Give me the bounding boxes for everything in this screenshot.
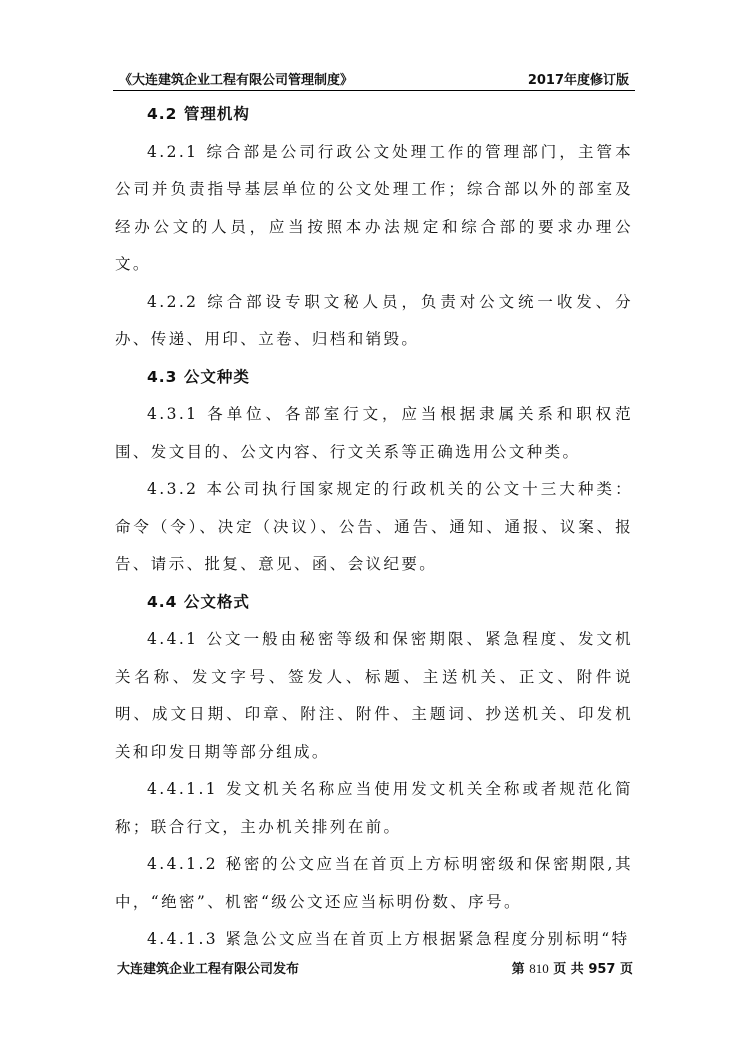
page-prefix: 第 [511, 962, 525, 977]
paragraph: 4.3.2 本公司执行国家规定的行政机关的公文十三大种类：命令（令）、决定（决议）、公告、通告、通知、通报、议案、报告、请示、批复、意见、函、会议纪要。 [115, 480, 633, 573]
footer-publisher: 大连建筑企业工程有限公司发布 [117, 962, 300, 977]
section-heading: 4.4 公文格式 [147, 592, 250, 611]
paragraph: 4.4.1 公文一般由秘密等级和保密期限、紧急程度、发文机关名称、发文字号、签发人、标题、主送机关、正文、附件说明、成文日期、印章、附注、附件、主题词、抄送机关、印发机关和印发日期等部分组成。 [115, 630, 633, 761]
page-middle: 页 共 [553, 962, 584, 977]
paragraph: 4.2.1 综合部是公司行政公文处理工作的管理部门，主管本公司并负责指导基层单位的公文处理工作；综合部以外的部室及经办公文的人员，应当按照本办法规定和综合部的要求办理公文。 [115, 142, 633, 273]
page-header [113, 66, 635, 91]
page-suffix: 页 [619, 962, 633, 977]
paragraph: 4.3.1 各单位、各部室行文，应当根据隶属关系和职权范围、发文目的、公文内容、行文关系等正确选用公文种类。 [115, 405, 633, 461]
document-body [115, 96, 633, 959]
section-heading: 4.3 公文种类 [147, 367, 250, 386]
header-edition: 2017年度修订版 [527, 73, 629, 88]
header-title: 《大连建筑企业工程有限公司管理制度》 [119, 73, 354, 88]
paragraph: 4.2.2 综合部设专职文秘人员，负责对公文统一收发、分办、传递、用印、立卷、归档和销毁。 [115, 292, 633, 348]
paragraph: 4.4.1.2 秘密的公文应当在首页上方标明密级和保密期限,其中，“绝密”、机密“级公文还应当标明份数、序号。 [115, 855, 633, 911]
page-current: 810 [529, 961, 549, 976]
paragraph: 4.4.1.1 发文机关名称应当使用发文机关全称或者规范化简称；联合行文，主办机关排列在前。 [115, 780, 633, 836]
paragraph: 4.4.1.3 紧急公文应当在首页上方根据紧急程度分别标明“特 [147, 930, 630, 948]
section-heading: 4.2 管理机构 [147, 105, 250, 123]
page-total: 957 [588, 962, 616, 977]
page-footer [117, 958, 633, 978]
page-number [512, 958, 633, 977]
